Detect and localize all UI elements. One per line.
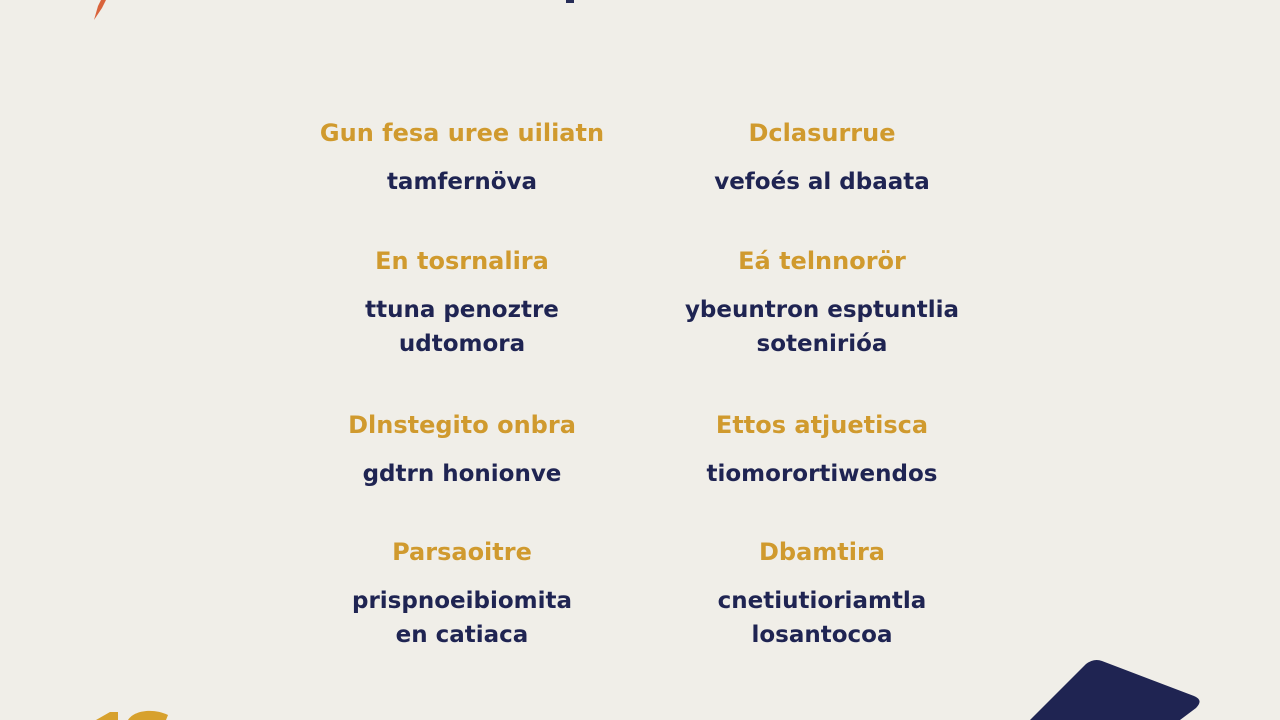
navy-top-mark bbox=[566, 0, 574, 3]
feature-description: tiomorortiwendos bbox=[706, 461, 938, 487]
navy-card-shape-icon bbox=[1010, 650, 1210, 720]
feature-description: vefoés al dbaata bbox=[714, 169, 930, 195]
feature-heading: Ettos atjuetisca bbox=[715, 411, 929, 439]
feature-heading: Dclasurrue bbox=[748, 119, 896, 147]
feature-description: ttuna penoztre udtomora bbox=[365, 297, 559, 357]
feature-heading: Dbamtira bbox=[758, 538, 886, 566]
feature-description: cnetiutioriamtla losantocoa bbox=[717, 588, 927, 648]
feature-item bbox=[282, 410, 642, 491]
feature-item bbox=[642, 537, 1002, 652]
feature-heading: Dlnstegito onbra bbox=[348, 411, 576, 439]
feature-heading: Parsaoitre bbox=[392, 538, 532, 566]
feature-description: prispnoeibiomita en catiaca bbox=[351, 588, 573, 648]
gold-shape-icon bbox=[96, 708, 180, 720]
feature-item bbox=[642, 246, 1002, 361]
feature-description: gdtrn honionve bbox=[362, 461, 562, 487]
feature-description: ybeuntron esptuntlia sotenirióa bbox=[684, 297, 960, 357]
feature-item bbox=[642, 118, 1002, 199]
feature-item bbox=[282, 537, 642, 652]
feature-heading: En tosrnalira bbox=[375, 247, 549, 275]
feature-description: tamfernöva bbox=[386, 169, 538, 195]
feature-item bbox=[642, 410, 1002, 491]
orange-brush-mark-icon bbox=[86, 0, 110, 22]
feature-item bbox=[282, 246, 642, 361]
feature-heading: Eá telnnorör bbox=[738, 247, 906, 275]
feature-heading: Gun fesa uree uiliatn bbox=[319, 119, 605, 147]
feature-item bbox=[282, 118, 642, 199]
